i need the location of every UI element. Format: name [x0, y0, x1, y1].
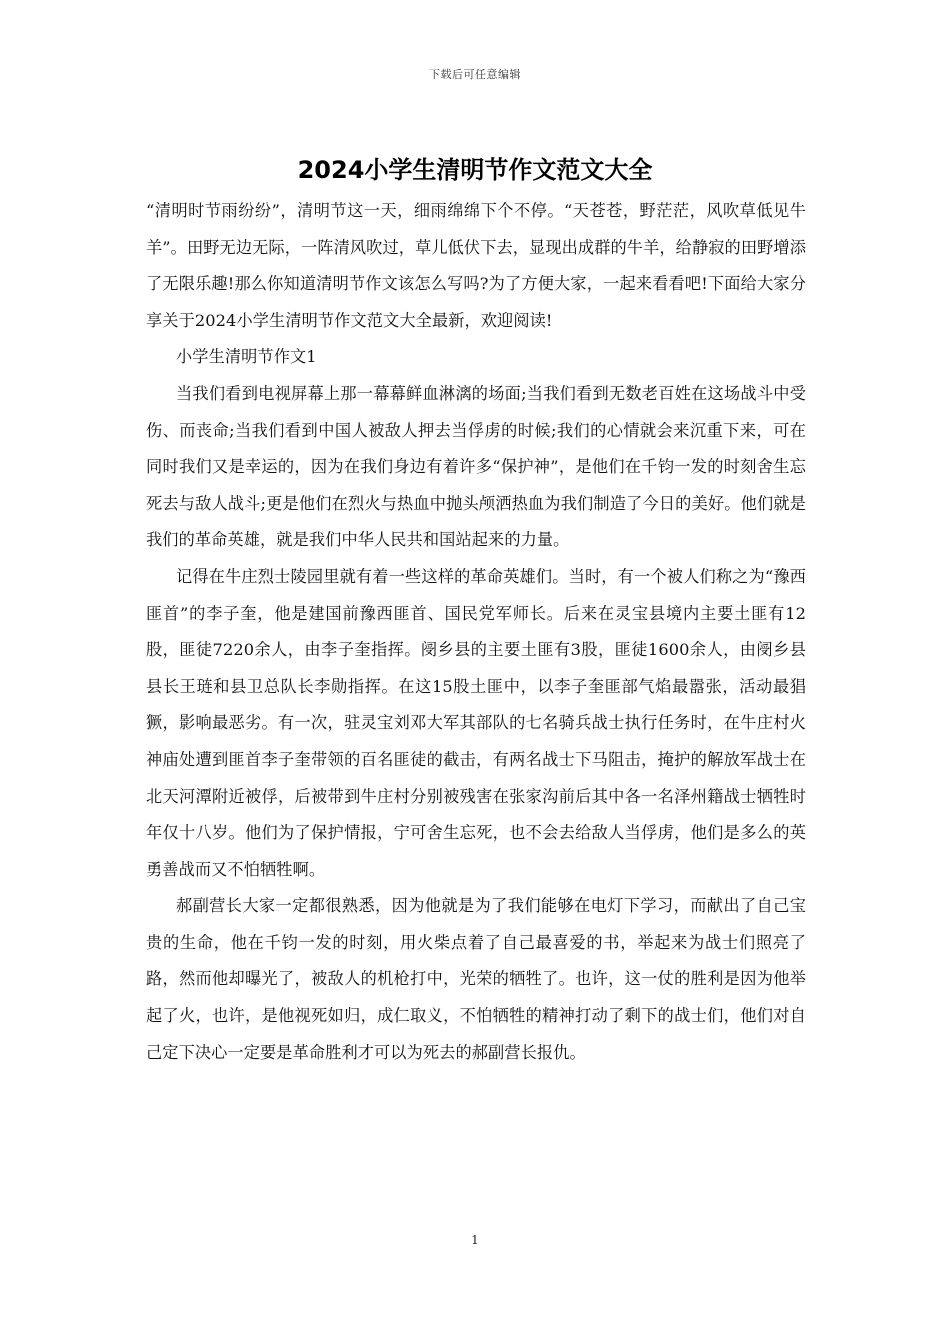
page-number: 1 — [471, 1233, 479, 1247]
document-body — [146, 193, 806, 1071]
header-note: 下载后可任意编辑 — [429, 68, 521, 81]
section-heading: 小学生清明节作文1 — [176, 347, 317, 367]
intro-paragraph: “清明时节雨纷纷”，清明节这一天，细雨绵绵下个不停。“天苍苍，野茫茫，风吹草低见牛羊”。田野无边无际，一阵清风吹过，草儿低伏下去，显现出成群的牛羊，给静寂的田野增添了无限乐趣!那么你知道清明节作文该怎么写吗?为了方便大家，一起来看看吧!下面给大家分享关于2024小学生清明节作文范文大全最新，欢迎阅读! — [146, 201, 806, 330]
body-paragraph: 郝副营长大家一定都很熟悉，因为他就是为了我们能够在电灯下学习，而献出了自己宝贵的生命，他在千钧一发的时刻，用火柴点着了自己最喜爱的书，举起来为战士们照亮了路，然而他却曝光了，被敌人的机枪打中，光荣的牺牲了。也许，这一仗的胜利是因为他举起了火，也许，是他视死如归，成仁取义，不怕牺牲的精神打动了剩下的战士们，他们对自己定下决心一定要是革命胜利才可以为死去的郝副营长报仇。 — [146, 896, 806, 1062]
body-paragraph: 当我们看到电视屏幕上那一幕幕鲜血淋漓的场面;当我们看到无数老百姓在这场战斗中受伤、而丧命;当我们看到中国人被敌人押去当俘虏的时候;我们的心情就会来沉重下来，可在同时我们又是幸运的，因为在我们身边有着许多“保护神”，是他们在千钧一发的时刻舍生忘死去与敌人战斗;更是他们在烈火与热血中抛头颅洒热血为我们制造了今日的美好。他们就是我们的革命英雄，就是我们中华人民共和国站起来的力量。 — [146, 383, 806, 550]
document-title: 2024小学生清明节作文范文大全 — [297, 156, 653, 184]
body-paragraph: 记得在牛庄烈士陵园里就有着一些这样的革命英雄们。当时，有一个被人们称之为“豫西匪首”的李子奎，他是建国前豫西匪首、国民党军师长。后来在灵宝县境内主要土匪有12股，匪徒7220余人，由李子奎指挥。阌乡县的主要土匪有3股，匪徒1600余人，由阌乡县县长王琏和县卫总队长李勋指挥。在这15股土匪中，以李子奎匪部气焰最嚣张，活动最猖獗，影响最恶劣。有一次，驻灵宝刘邓大军其部队的七名骑兵战士执行任务时，在牛庄村火神庙处遭到匪首李子奎带领的百名匪徒的截击，有两名战士下马阻击，掩护的解放军战士在北天河潭附近被俘，后被带到牛庄村分别被残害在张家沟前后其中各一名泽州籍战士牺牲时年仅十八岁。他们为了保护情报，宁可舍生忘死，也不会去给敌人当俘虏，他们是多么的英勇善战而又不怕牺牲啊。 — [146, 566, 806, 879]
